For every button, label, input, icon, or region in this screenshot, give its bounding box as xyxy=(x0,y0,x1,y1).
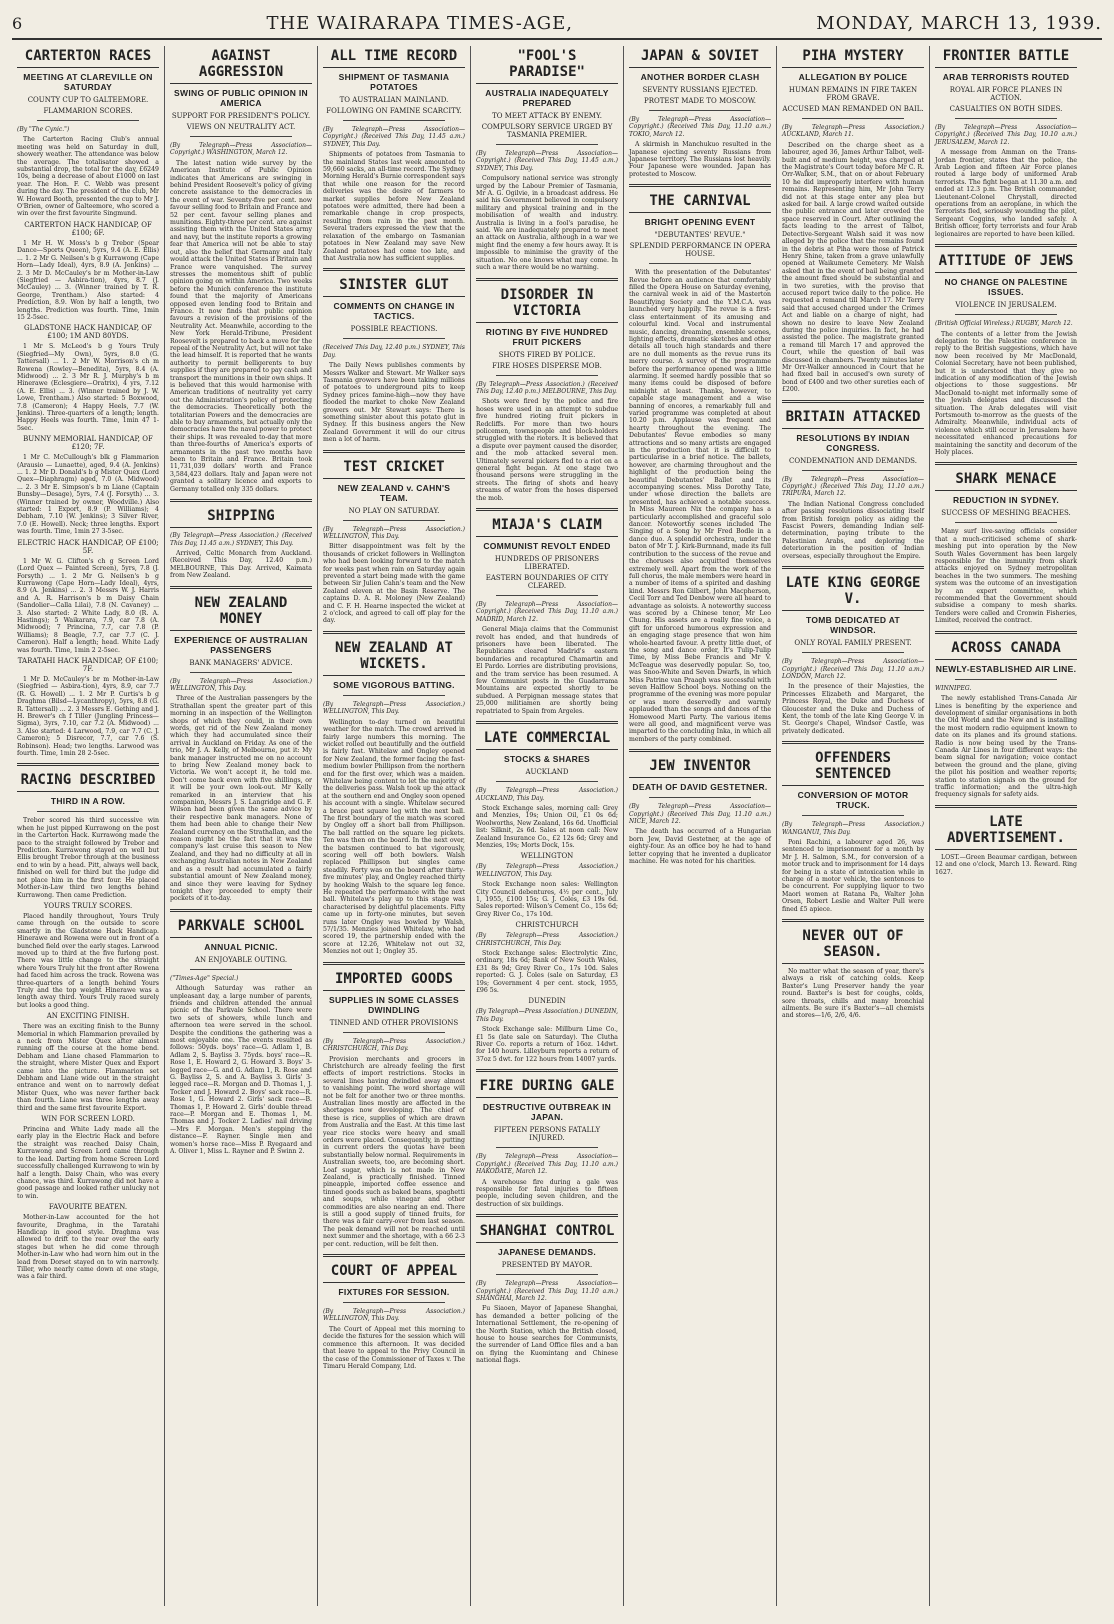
article-body: A message from Amman on the Trans-Jordan frontier, states that the police, the Arab Legion and fifteen Air Force planes routed a large body of uniformed Arab terrorists. The fight began at 11.30 a.m. and ended at 12.3 p.m. The British commander, Lieutenant-Colonel Chrystall, directed operations from an aeroplane, in which the Terrorists fled, seriously wounding the pilot, Sergeant Coggins, who landed safely. A British officer, forty terrorists and four Arab legionaires are reported to have been killed. xyxy=(935,149,1077,238)
article-credit: (By Telegraph—Press Association.) CHRISTCHURCH, This Day. xyxy=(323,1037,465,1053)
article-headline: LATE COMMERCIAL xyxy=(476,730,618,750)
article-subheading: NEWLY-ESTABLISHED AIR LINE. xyxy=(935,663,1077,674)
article-credit: (By Telegraph—Press Association.) DUNEDIN, This Day. xyxy=(476,1008,618,1023)
article-subheading: SEVENTY RUSSIANS EJECTED. xyxy=(642,86,758,94)
article-headline: THE CARNIVAL xyxy=(629,193,771,213)
article-divider xyxy=(476,721,618,724)
article-divider xyxy=(782,919,924,922)
article-divider xyxy=(782,566,924,569)
article-headline: NEVER OUT OF SEASON. xyxy=(782,928,924,964)
article-body: Wellington to-day turned on beautiful weather for the match. The crowd arrived in fairly large numbers this morning. The wicket rolled out beautifully and the outfield is fairly fast. Whitelaw and Ongley opened for New Zealand, the former facing the fast-medium bowler Phillipson from the northern end for the first over, which was a maiden. Whitelaw being content to let the majority of the deliveries pass. Walsh took up the attack at the southern end and Ongley soon opened his account with a single. Whitelaw secured a brace past square leg with the next ball. The first boundary of the match was scored by Ongley off a short ball from Phillipson. The ball rattled on the square leg pickets. Ten was then on the board. In the next over, the batsmen continued to bat vigorously, scoring well off both bowlers. Walsh replaced Phillipson but singles came steadily. Forty was on the board after thirty-five minutes' play, and Ongley reached thirty by hooking Walsh to the square leg fence. He repeated the performance with the next ball. Whitelaw's play up to this stage was characterised by delightful placements. Fifty came up in forty-one minutes, but seven runs later Ongley was bowled by Walsh, 57/1/35. Menzies joined Whitelaw, who had scored 19, the partnership ended with the score at 12.26, Whitelaw not out 32, Menzies not out 1; Ongley 35. xyxy=(323,718,465,956)
article xyxy=(170,499,312,579)
article xyxy=(782,566,924,735)
masthead xyxy=(12,8,1102,40)
article-subheading: FOLLOWING ON FAMINE SCARCITY. xyxy=(326,107,462,115)
article xyxy=(17,1115,159,1200)
article-subheading: ANNUAL PICNIC. xyxy=(204,941,278,952)
article-headline: JEW INVENTOR xyxy=(629,758,771,778)
article-subheading: PROTEST MADE TO MOSCOW. xyxy=(644,97,756,105)
article xyxy=(935,462,1077,624)
subheading-rule xyxy=(190,969,292,970)
article xyxy=(323,48,465,262)
subheading-rule xyxy=(649,263,751,264)
article-subheading: ONLY ROYAL FAMILY PRESENT. xyxy=(794,639,912,648)
article-body: Compulsory national service was strongly urged by the Labour Premier of Tasmania, Mr A. G. Ogilvie, in a broadcast address. He said his Government believed in compulsory military and physical training and in the mobilisation of wealth and industry. Australia is living in a fool's paradise, he said. We are inadequately prepared to meet an attack on Australia, although in a war we might find the enemy a few hours away. It is impossible to minimise the gravity of the situation. No one knows what may come. In such a war there would be no warning. xyxy=(476,175,618,272)
article-subheading: RESOLUTIONS BY INDIAN CONGRESS. xyxy=(796,432,910,453)
article-body: The latest nation wide survey by the American Institute of Public Opinion indicates that Americans are swinging in behind President Roosevelt's policy of giving concrete assistance to the democracies in the event of war. Seventy-five per cent. now favour selling food to Britain and France and 52 per cent. favour selling planes and munitions. Eighty-three per cent. are against assisting them with the United States army and navy, but the institute reports a growing fear that America will not be able to stay out, also the belief that Germany and Italy would attack the United States if Britain and France were vanquished. The survey stresses the momentous shift of public opinion going on within America. Two weeks before the Munich conference the institute found that the majority of Americans opposed even lending food to Britain and France. It now finds that public opinion favours a revision of the provisions of the Neutrality Act. Meanwhile, according to the New York Herald-Tribune, President Roosevelt is prepared to back a move for the repeal of the Neutrality Act, but will not take the lead himself. It is reported that he wants authority to permit belligerents to buy supplies if they are prepared to pay cash and transport the munitions in their own ships. It is believed that this would harmonise with American traditions of neutrality yet carry out the Administration's policy of protecting the democracies. Theoretically both the totalitarian Powers and the democracies are able to buy armaments, but actually only the democracies have the naval power to protect their ships. It was revealed to-day that more than three-fourths of America's exports of armaments in the past two months have been to Britain and France. Britain took 11,731,039 dollars' worth and France 3,584,423 dollars. Italy and Japan were not granted a solitary licence and exports to Germany totalled only 335 dollars. xyxy=(170,159,312,493)
article-headline: RACING DESCRIBED xyxy=(17,772,159,792)
article-credit: (By Telegraph—Press Association—Copyright.) (Received This Day, 11.45 a.m.) SYDNEY, This Day. xyxy=(323,126,465,148)
subheading-rule xyxy=(955,679,1057,680)
article-subheading: POSSIBLE REACTIONS. xyxy=(350,325,438,334)
article xyxy=(170,586,312,903)
article-subheading: BANK MANAGERS' ADVICE. xyxy=(189,658,293,667)
article-subheading: PRESENTED BY MAYOR. xyxy=(501,1261,593,1270)
article xyxy=(782,741,924,913)
article-headline: ACROSS CANADA xyxy=(935,640,1077,660)
article-headline: CARTERTON RACES xyxy=(17,48,159,68)
article xyxy=(17,902,159,1009)
article-body: Stock Exchange sales: Electrolytic Zinc, ordinary, 18s 6d; Bank of New South Wales, £31 8s 9d; Grey River Co., 17s 10d. Sales reported: G. J. Coles (sale on Saturday, £3 19s; Government 4 per cent. stock, 1955, £96 5s. xyxy=(476,950,618,995)
article-subheading: VIEWS ON NEUTRALITY ACT. xyxy=(186,123,296,131)
article-subheading: STOCKS & SHARES xyxy=(503,754,591,765)
article-body: 1 Mr H. W. Moss's b g Trebor (Spear Dance—Sports Queen), 5yrs, 9.4 (A. E. Ellis) ... 1. 2 Mr G. Neilsen's b g Kurrawong (Cape Horn—Lady Ideal), 4yrs, 8.9 (A. Jenkins) ... 2. 3 Mr D. McCauley's br m Mother-in-Law (Siegfried — Asbira-tion), 4yrs, 8.7 (J. McCauley) ... 3. (Winner trained by T. R. George, Trentham.) Also started: 4 Prediction, 8.9. Won by half a length, two lengths. Prediction was fourth. Time, 1min 15 2-5sec. xyxy=(17,239,159,321)
article xyxy=(782,919,924,1020)
article-body: In the presence of their Majesties, the Princesses Elizabeth and Margaret, the Princess Royal, the Duke and Duchess of Gloucester and the Duke and Duchess of Kent, the tomb of the late King George V. in St. George's Chapel, Windsor Castle, was privately dedicated. xyxy=(782,683,924,735)
article xyxy=(323,268,465,443)
column-7 xyxy=(929,46,1082,1606)
article-headline: PIHA MYSTERY xyxy=(782,48,924,68)
article xyxy=(935,48,1077,238)
article-subheading: FLAMMARION SCORES. xyxy=(43,107,133,115)
article-credit: (By Telegraph—Press Association.) CHRISTCHURCH, This Day. xyxy=(476,932,618,947)
article-body: The Indian National Congress concluded after passing resolutions dissociating itself from British foreign policy as aiding the Fascist Powers, demanding Indian self-determination, paying tribute to the Palestinian Arabs, and deploring the deterioration in the position of Indian overseas, especially throughout the Empire. xyxy=(782,500,924,560)
article-subheading: COUNTY CUP TO GALTEEMORE. xyxy=(27,96,149,104)
article-subheading: SHIPMENT OF TASMANIA POTATOES xyxy=(338,72,450,92)
article xyxy=(476,852,618,918)
article-body: Three of the Australian passengers by the Strathallan spent the greater part of this morning in an inspection of the Wellington shops of which they could, in their own words, get rid of the New Zealand money which they had accumulated since their arrival in Auckland on Friday. As one of the trio, Mr J. A. Kelly, of Melbourne, put it: My bank manager instructed me on no account to bring New Zealand money back to Victoria. We won't accept it, he told me. Don't come back even with five shillings, or it will be your own look-out. Mr Kelly remarked in an interview that his companion, Messrs J. S. Langridge and G. F. Wilson had been given the same advice by their respective bank managers. None of them had been able to change their New Zealand currency on the Strathallan, and the reason might be the fact that it was the company's last cruise this season to New Zealand, and they had no difficulty at all in exchanging Australian notes in New Zealand and as a result had accumulated a fairly substantial amount of New Zealand money, and since they were leaving for Sydney tonight they proceeded to empty their pockets of it to-day. xyxy=(170,695,312,903)
article-body: Described on the charge sheet as a labourer, aged 36, James Arthur Talbot, well-built and of medium height, was charged at the Magistrate's Court today before Mr C. R. Orr-Walker, S.M., that on or about February 10 he did improperly interfere with human remains. Representing him, Mr John Terry did not at this stage enter any plea but asked for bail. A large crowd waited outside the public entrance and later crowded the space reserved in Court. After outlining the facts leading to the arrest of Talbot, Detective-Sergeant Walsh said it was now alleged by the police that the remains found in the debris at Piha were those of Patrick Henry Shine, taken from a grave unlawfully opened at Waikumete Cemetery. Mr Walsh asked that in the event of bail being granted the amount fixed should be substantial and in two sureties, with the proviso that accused report twice daily to the police. He requested a remand till March 17. Mr Terry said that accused charged under the Crimes Act and liable on a charge of night, had shown no desire to leave New Zealand during the police inquiries. In fact, he had assisted the police. The magistrate granted a remand till March 17 and approved the Court, while the question of bail was discussed in chambers. Twenty minutes later Mr Orr-Walker announced in Court that he had fixed bail in accused's own surety of bond of £400 and two other sureties each of £200. xyxy=(782,141,924,394)
article-body: The Carterton Racing Club's annual meeting was held on Saturday in dull, showery weather. The attendance was below the average. The totalisator showed a substantial drop, the total for the day, £6249 10s, being a decrease of about £1000 on last year. The Hon. F. C. Webb was present during the day. The president of the club, Mr W. Howard Booth, presented the cup to Mr J. O'Brien, owner of Galteemore, who scored a win over the first favourite Singmund. xyxy=(17,136,159,218)
article-credit: (By Telegraph—Press Association.) WELLINGTON, This Day. xyxy=(323,1308,465,1323)
article-body: Shots were fired by the police and fire hoses were used in an attempt to subdue five hundred rioting fruit pickers in Redcliffs. For more than two hours policemen, townspeople and block-holders struggled with the rioters. It is believed that a dispute over payment caused the disorder, and the mob attacked several men. Ultimately several pickers fled to a riot on a general fight began. At one stage two thousand persons were struggling in the streets. The firing of shots and heavy streams of water from the hoses dispersed the mob. xyxy=(476,398,618,502)
article-subheading: VIOLENCE IN JERUSALEM. xyxy=(955,301,1057,310)
article-columns xyxy=(12,46,1102,1606)
article-divider xyxy=(782,400,924,403)
article-subheading: NEW ZEALAND v. CAHN'S TEAM. xyxy=(337,482,451,503)
article-body: With the presentation of the Debutantes' Revue before an audience that comfortably filled the Opera House on Saturday evening, the carnival week in aid of the Masterton Beautifying Society and the Y.M.C.A. was launched very happily. The revue is a first-class entertainment of its amusing and colourful kind. Vocal and instrumental music, dancing, dreaming, ensemble scenes, lighting effects, dramatic sketches and other details all touch high standards and there are no dull moments as the revue runs its merry course. A survey of the programme before the performance opened was a little alarming. It seemed hardly possible that so many items could be disposed of before midnight at least. Thanks, however, to capable stage management and a wise banning of encores, a remarkably full and varied programme was completed at about 10.20 p.m. Applause was frequent and hearty throughout the evening. The Debutantes' Revue embodies so many attractions and so many artists are engaged in the production that it is difficult to particularise in a brief notice. The ballets, however, are charming throughout and the highlight of the production being the beautiful Debutantes' Ballet and its accompanying scenes. Miss Dorothy Tate, under whose direction the ballets are presented, has achieved a notable success. In Miss Maureen Nix the company has a particularly accomplished and graceful solo dancer. Noteworthy scenes included The Singing of a Song by Mr Fred Bodle in a dance duo. A splendid orchestra, under the baton of Mr T. J. Kirk-Burnnand, made its full contribution to the success of the revue and the choruses also acquitted themselves extremely well. Apart from the work of the full chorus, the male members were heard in a number of items of a spirited and dashing kind. Messrs Ron Gilbert, John Macpherson, Cecil Torr and Ted Denbow were all heard to advantage as soloists. A noteworthy success was scored by a Chinese tenor, Mr Leo Chung. His assets are a really fine voice, a gift for unforced humorous expression and an engaging stage presence that won him whole-hearted favour. A pretty little duet, of the song and dance order, It's Tulip-Tulip Time, by Miss Bebe Francis and Mr V. McTeague was deservedly popular. So, too, was Snoo-White and Seven Dwarfs, in which Miss Patrine van Praagh was successful with seven Halflow School boys. Nothing on the programme of the evening was more popular or was more deservedly and warmly applauded than the songs and dances of the Homewood Marti Party. The various items were all good, and magnificent verve was imparted to the concluding Inka, in which all members of the party combined. xyxy=(629,269,771,743)
article-body: 1 Mr C. McCullough's blk g Flammarion (Arausio — Lunaette), aged, 9.4 (A. Jenkins) ... 1. 2 Mr D. Donald's b g Mister Quex (Lord Quex—Diaphragm) aged, 7.0 (A. Midwood) ... 2. 3 Mr E. Simpson's b m Liane (Captain Bunsby—Desage), 5yrs, 7.4 (J. Forsyth) ... 3. (Winner trained by owner, Woodville.) Also started: 1 Export, 8.9 (P. Williams); 4 Debham, 7.10 (W. Jenkins); 3 Silver River, 7.0 (E. Howell). Neck; three lengths. Export was fourth. Time, 1min 27 3-5sec. xyxy=(17,454,159,536)
column-4 xyxy=(470,46,623,1606)
article-body: The contents of a letter from the Jewish delegation to the Palestine conference in reply to the British suggestions, which have now been received by Mr MacDonald, Colonial Secretary, have not been published, but it is understood that they give no indication of any modification of the Jewish objections to those suggestions. Mr MacDonald to-night met informally some of the Jewish delegates and discussed the situation. The Arab delegates will visit Portsmouth to-morrow as the guests of the Admiralty. Meanwhile, individual acts of violence which still occur in Jerusalem have necessitated enhanced precautions for maintaining the sanctity and decorum of the Holy places. xyxy=(935,330,1077,456)
article-subheading: SHOTS FIRED BY POLICE. xyxy=(498,350,596,359)
article-headline: ALL TIME RECORD xyxy=(323,48,465,68)
article-body: Trebor scored his third successive win when he just pipped Kurrawong on the post in the Carterton Hack. Kurrawong made the pace to the straight followed by Trebor and Prediction. Kurrawong stayed on well but Ellis brought Trebor through at the business end to win by a head. Pitt, always well back, finished on well for third but the judge did not place him in the first four. He placed Mother-in-Law third two lengths behind Kurrawong. Then came Prediction. xyxy=(17,817,159,899)
article-subheading: TINNED AND OTHER PROVISIONS xyxy=(329,1018,459,1027)
article-divider xyxy=(935,244,1077,247)
article-subheading: GLADSTONE HACK HANDICAP, OF £100; 1M AND 80YDS. xyxy=(24,324,152,341)
article-subheading: DUNEDIN xyxy=(528,997,566,1006)
article-body: The death has occurred of a Hungarian born Jew, David Gestetner, at the age of eighty-four. As an office boy he had to hand letter copying that he invented a duplicator machine. He was noted for his charities. xyxy=(629,828,771,866)
article xyxy=(170,909,312,1156)
article-subheading: NO PLAY ON SATURDAY. xyxy=(348,506,440,515)
article-credit: (By Telegraph—Press Association—Copyright.) WASHINGTON, March 12. xyxy=(170,142,312,157)
article-subheading: CONDEMNATION AND DEMANDS. xyxy=(789,456,917,465)
article-credit: ("Times-Age" Special.) xyxy=(170,974,239,982)
article-divider xyxy=(935,805,1077,808)
article-subheading: ALLEGATION BY POLICE xyxy=(798,72,908,82)
article-credit: (By Telegraph—Press Association.) WANGANUI, This Day. xyxy=(782,821,924,836)
subheading-rule xyxy=(190,136,292,137)
article-divider xyxy=(323,450,465,453)
article-divider xyxy=(476,508,618,511)
article-headline: ATTITUDE OF JEWS xyxy=(935,253,1077,273)
article-headline: SINISTER GLUT xyxy=(323,277,465,297)
article-body: General Miaja claims that the Communist revolt has ended, and that hundreds of prisoners have been liberated. The Republicans cleared Madrid's eastern boundaries and recaptured Chamartin and El Pardo. Lorries are distributing provisions, and the tram service has been resumed. A few Communist posts in the Guadarrama Mountains are expected shortly to be subdued. A Perpignan message states that 25,000 militiamen are shortly being repatriated to Spain from Argeles. xyxy=(476,626,618,715)
article-headline: PARKVALE SCHOOL xyxy=(170,918,312,938)
subheading-rule xyxy=(802,652,904,653)
article-headline: TEST CRICKET xyxy=(323,459,465,479)
article-credit: (By Telegraph—Press Association—Copyright.) (Received This Day, 11.10 a.m.) NICE, March 12. xyxy=(629,803,771,826)
article-subheading: SWING OF PUBLIC OPINION IN AMERICA xyxy=(174,88,308,108)
article-body: Poni Rachini, a labourer aged 26, was sentenced to imprisonment for a month by Mr J. H. Salmon, S.M., for conversion of a motor truck and to imprisonment for 14 days for being in a state of intoxication while in charge of a motor vehicle, the sentences to be concurrent. For supplying liquor to two Maori women at Ratana Pa, Walter John Orsen, Robert Leslie and Walter Pull were fined £5 apiece. xyxy=(782,838,924,913)
article xyxy=(17,435,159,535)
article-headline: COURT OF APPEAL xyxy=(323,1263,465,1283)
article xyxy=(476,721,618,849)
article-headline: DISORDER IN VICTORIA xyxy=(476,287,618,323)
article-body: Stock Exchange sale: Millburn Lime Co., £1 5s (late sale on Saturday). The Clutha River Co. reports a return of 16oz. 14dwt. for 140 hours. Lilleyburn reports a return of 37oz 5 dwt. for 122 hours from 14007 yards. xyxy=(476,1026,618,1063)
subheading-rule xyxy=(37,120,139,121)
article-subheading: "DEBUTANTES' REVUE." xyxy=(654,231,746,240)
article-subheading: THIRD IN A ROW. xyxy=(50,796,126,807)
article-subheading: ARAB TERRORISTS ROUTED xyxy=(942,72,1070,82)
article-body: Placed handily throughout, Yours Truly came through on the outside to score smartly in the Gladstone Hack Handicap. Hinerawe and Rowena were out in front of a bunched field over the early stages. Larwood moved up to third at the five furlong post. There was little change to the straight where Yours Truly hit the front after Rowena had faced him across the track. Rowena was three-quarters of a length behind Yours Truly and the top weight Hinerawe was a length away third. Yours Truly raced surely but looks a good thing. xyxy=(17,912,159,1009)
article xyxy=(17,1203,159,1281)
article-body: Mother-in-Law accounted for the hot favourite, Draghma, in the Taratahi Handicap in good style. Draghma was allowed to drift to the rear over the early stages but when he did come through Mother-in-Law who had worn him out in the lead from Dorset stayed on to win narrowly. Tiller, who nearly came down at one stage, was a fair third. xyxy=(17,1214,159,1281)
article-divider xyxy=(476,278,618,281)
article-body: The newly established Trans-Canada Air Lines is benefiting by the experience and development of similar organisations in both the Old World and the New and is installing the most modern radio equipment known to date on its planes and its ground stations. Radio is now being used by the Trans-Canada Air Lines in four different ways: the beam signal for navigation; voice contact between the ground and the plane, giving the pilot his position and weather reports; station to station signals on the ground for traffic information; and the ultra-high frequency signals for safety aids. xyxy=(935,695,1077,799)
article-subheading: TOMB DEDICATED AT WINDSOR. xyxy=(805,615,901,636)
article-subheading: TO AUSTRALIAN MAINLAND. xyxy=(339,96,449,104)
article-credit: (By Telegraph—Press Association—Copyright.) (Received This Day, 10.10 a.m.) JERUSALEM, March 12. xyxy=(935,124,1077,146)
subheading-rule xyxy=(343,695,445,696)
newspaper-page xyxy=(12,8,1102,1608)
subheading-rule xyxy=(649,110,751,111)
article-headline: IMPORTED GOODS xyxy=(323,971,465,991)
article-subheading: FAVOURITE BEATEN. xyxy=(48,1203,128,1212)
article-subheading: BRIGHT OPENING EVENT xyxy=(644,217,756,228)
article-subheading: NO CHANGE ON PALESTINE ISSUES. xyxy=(944,277,1068,298)
article xyxy=(476,508,618,715)
article-credit: (By Telegraph—Press Association.) (Received This Day, 12.40 p.m.) MELBOURNE, This Day. xyxy=(476,380,618,395)
article xyxy=(476,278,618,503)
article-credit: (By Telegraph—Press Association—Copyright.) (Received This Day, 11.10 a.m.) TRIPURA, March 12. xyxy=(782,475,924,498)
article xyxy=(323,962,465,1248)
article-subheading: ACCUSED MAN REMANDED ON BAIL. xyxy=(782,105,924,113)
article-body: Although Saturday was rather an unpleasant day, a large number of parents, friends and children attended the annual picnic of the Parkvale School. There were two sets of showers, while lunch and afternoon tea were served in the school. Despite the conditions the gathering was a most enjoyable one. The events resulted as follows: 50yds. boys' race—G. Adlam 1, B. Adlam 2, S. Bayliss 3. 75yds. boys' race—R. Rose 1, E. Howard 2, G. Howard 3. Boys' 3-legged race—G. and G. Adlam 1, R. Rose and G. Bayliss 2, S. and A. Bayliss 3. Girls' 3-legged race—R. Morgan and D. Thomas 1, J. Tocker and J. Howard 2. Boys' sack race—R. Rose 1, G. Howard 2. Girls' sack race—B. Thomas 1, P. Howard 2. Girls' double thread race—P. Morgan and E. Thomas 1, M. Thomas and J. Tocker 2. Ladies' nail driving—Mrs F. Morgan. Men's stepping the distance—F. Rayner. Single men and women's horse race—Miss P. Ryegaard and A. Oliver 1, Miss L. Rayner and P. Swinn 2. xyxy=(170,985,312,1156)
subheading-rule xyxy=(955,522,1057,523)
article-divider xyxy=(17,763,159,766)
article xyxy=(476,1214,618,1364)
article-credit: (By Telegraph—Press Association.) WELLINGTON, This Day. xyxy=(323,700,465,716)
article-body: Provision merchants and grocers in Christchurch are already feeling the first effects of import restrictions. Stocks in several lines having dwindled away almost to vanishing point. The word shortage will not be felt for another two or three months. Australian lines mostly are affected in the shortages now developing. The chief of these is rice, supplies of which are drawn from Australia and the East. At this time last year rice stocks were heavy and small orders were placed. Consequently, in putting in current orders the quotas have been substantially below normal. Requirements in Australian sweets, too, are becoming short. Loaf sugar, which is not made in New Zealand, is practically finished. Tinned pineapple, imported coffee essence and tinned goods such as baked beans, spaghetti and soups, while vinegar and other commodities are also nearing an end. There is still a good supply of tinned fruits, for there was a fair carry-over from last season. The peak demand will not be reached until next summer and the shortage, with a 66 2-3 per cent. reduction, will be felt then. xyxy=(323,1055,465,1248)
article-subheading: EASTERN BOUNDARIES OF CITY CLEARED. xyxy=(485,574,609,590)
article-subheading: AUCKLAND xyxy=(525,768,569,777)
article-body: 1 Mr W. G. Clifton's ch g Screen Lord (Lord Quex — Painted Screen), 5yrs, 7.8 (J. Forsyth) ... 1. 2 Mr G. Neilsen's b g Kurrawong (Cape Horn—Lady Ideal), 4yrs, 8.9 (A. Jenkins) ... 2. 3 Messrs W. J. Harris and A. R. Harrison's b m Daisy Chain (Sandolier—Calla Lilai), 7.8 (N. Cavaney) ... 3. Also started: 2 White Lady, 8.0 (R. A. Hastings); 5 Waikarara, 7.9, car 7.8 (A. Midwood); 7 Princina, 7.7, car 7.8 (P. Williams); 8 Beagle, 7.7, car 7.7 (C. J. Cameron). Half a length; head. White Lady was fourth. Time, 1min 2 2-5sec. xyxy=(17,557,159,654)
article-body: A skirmish in Manchukuo resulted in the Japanese ejecting seventy Russians from Japanese territory. The Russians lost heavily. Four Japanese were wounded. Japan has protested to Moscow. xyxy=(629,141,771,178)
article-credit: (By Telegraph—Press Association—Copyright.) (Received This Day, 11.10 a.m.) HAKODATE, March 12. xyxy=(476,1153,618,1176)
article-divider xyxy=(935,631,1077,634)
article-subheading: COMMENTS ON CHANGE IN TACTICS. xyxy=(333,301,455,322)
article-body: Shipments of potatoes from Tasmania to the mainland States last week amounted to 59,660 sacks, an all-time record. The Sydney Morning Herald's Burnie correspondent says that while one reason for the record deliveries was the desire of farmers to market supplies before New Zealand potatoes were admitted, there had been a remarkable change in crop prospects, resulting from rain in the past month. Several traders expressed the view that the relaxation of the embargo on Tasmanian potatoes in New Zealand may save New Zealand potatoes had come too late, and that Australia now has sufficient supplies. xyxy=(323,151,465,262)
article-body: Many surf live-saving officials consider that a much-criticised scheme of shark-meshing put into operation by the New South Wales Government has been largely responsible for the immunity from shark attacks enjoyed on Sydney metropolitan beaches in the two summers. The meshing system was the outcome of an investigation by an expert committee, which recommended that the Government should subsidise a company to mesh sharks. Tenders were called and Cronwin Fisheries, Limited, received the contract. xyxy=(935,528,1077,625)
subheading-rule xyxy=(649,797,751,798)
page-number: 6 xyxy=(12,13,24,33)
subheading-rule xyxy=(343,1032,445,1033)
subheading-rule xyxy=(496,375,598,376)
article-subheading: CHRISTCHURCH xyxy=(515,921,579,930)
article-subheading: COMPULSORY SERVICE URGED BY TASMANIA PREMIER. xyxy=(481,123,613,139)
article xyxy=(476,921,618,994)
article-headline: AGAINST AGGRESSION xyxy=(170,48,312,84)
article-headline: NEW ZEALAND MONEY xyxy=(170,595,312,631)
article-body: There was an exciting finish to the Bunny Memorial in which Flammarion prevailed by a neck from Mister Quex after almost running off the course at the home bend. Debham and Liane chased Flammarion to the straight, where Mister Quex and Export came into the picture. Flammarion set Debham and Liane wide out in the straight entrance and went on to narrowly defeat Mister Quex, who was never farther back than fourth. Liane was three lengths away third and the same first favourite Export. xyxy=(17,1023,159,1112)
subheading-rule xyxy=(496,1147,598,1148)
subheading-rule xyxy=(496,1274,598,1275)
article-subheading: SUCCESS OF MESHING BEACHES. xyxy=(941,509,1071,518)
article-subheading: RIOTING BY FIVE HUNDRED FRUIT PICKERS xyxy=(485,326,609,347)
article-subheading: JAPANESE DEMANDS. xyxy=(498,1247,596,1258)
article-subheading: EXPERIENCE OF AUSTRALIAN PASSENGERS xyxy=(174,634,308,655)
article-subheading: WIN FOR SCREEN LORD. xyxy=(41,1115,135,1124)
article xyxy=(935,631,1077,799)
article xyxy=(629,48,771,178)
article-subheading: DEATH OF DAVID GESTETNER. xyxy=(632,782,768,793)
article-subheading: AN ENJOYABLE OUTING. xyxy=(194,955,288,964)
article-headline: JAPAN & SOVIET xyxy=(629,48,771,68)
column-5 xyxy=(623,46,776,1606)
subheading-rule xyxy=(343,120,445,121)
article-credit: (By Telegraph—Press Association.) (Received This Day, 11.45 a.m.) SYDNEY, This Day. xyxy=(170,532,312,547)
subheading-rule xyxy=(343,520,445,521)
subheading-rule xyxy=(37,811,139,812)
article-divider xyxy=(935,462,1077,465)
article-subheading: CASUALTIES ON BOTH SIDES. xyxy=(949,105,1063,113)
article-subheading: REDUCTION IN SYDNEY. xyxy=(952,495,1060,506)
article-subheading: FIRE HOSES DISPERSE MOB. xyxy=(492,361,602,370)
article-body: Princina and White Lady made all the early play in the Electric Hack and before the straight was reached Daisy Chain, Kurrawong and Screen Lord came through to the lead. Darting from home Screen Lord successfully challenged Kurrawong to win by half a length. Daisy Chain, who was every chance, was third. Kurrawong did not have a good passage and looked rather unlucky not to win. xyxy=(17,1126,159,1200)
article-body: Bitter disappointment was felt by the thousands of cricket followers in Wellington who had been looking forward to the match for weeks past when rain on Saturday again prevented a start being made with the game between Sir Julien Cahn's team and the New Zealand eleven at the Basin Reserve. The captains D. A. R. Moloney (New Zealand) and C. F. H. Hearne inspected the wicket at 2 o'clock, and agreed to call off play for the day. xyxy=(323,543,465,625)
article-credit: (By Telegraph—Press Association.) AUCKLAND, March 11. xyxy=(782,124,924,139)
article-subheading: ELECTRIC HACK HANDICAP, OF £100; 5F. xyxy=(17,538,159,555)
article xyxy=(17,1012,159,1112)
article xyxy=(170,48,312,493)
article-subheading: COMMUNIST REVOLT ENDED xyxy=(483,541,611,551)
article-credit: (Received This Day, 12.40 p.m.) SYDNEY, This Day. xyxy=(323,344,465,359)
article-body: Fu Siaoen, Mayor of Japanese Shanghai, has demanded a better policing of the International Settlement, the re-opening of the North Station, which the British closed, house to house searches for Communists, the surrender of Land Office files and a ban on flying the Kuomintang and Chinese national flags. xyxy=(476,1305,618,1365)
subheading-rule xyxy=(955,118,1057,119)
article-credit: (By Telegraph—Press Association—Copyright.) (Received This Day, 11.10 a.m.) MADRID, March 12. xyxy=(476,601,618,623)
article xyxy=(17,539,159,654)
article xyxy=(17,763,159,898)
article-divider xyxy=(323,962,465,965)
article-credit: (British Official Wireless.) RUGBY, March 12. xyxy=(935,320,1073,328)
article-subheading: SPLENDID PERFORMANCE IN OPERA HOUSE. xyxy=(629,242,771,259)
article-subheading: SOME VIGOROUS BATTING. xyxy=(333,679,455,690)
article-subheading: SUPPLIES IN SOME CLASSES DWINDLING xyxy=(328,994,459,1015)
article-subheading: FIXTURES FOR SESSION. xyxy=(338,1287,450,1298)
article-subheading: ANOTHER BORDER CLASH xyxy=(640,72,760,82)
article-divider xyxy=(782,741,924,744)
article-subheading: ROYAL AIR FORCE PLANES IN ACTION. xyxy=(949,86,1063,102)
article-subheading: CARTERTON HACK HANDICAP, OF £100; 6F. xyxy=(24,220,152,237)
article-body: No matter what the season of year, there's always a risk of catching colds. Keep Baxter's Lung Preserver handy the year round. Baxter's is best for coughs, colds, sore throats, chills and many bronchial ailments. Be sure it's Baxter's—all chemists and stores—1/6, 2/6, 4/6. xyxy=(782,968,924,1020)
article-headline: NEW ZEALAND AT WICKETS. xyxy=(323,640,465,676)
subheading-rule xyxy=(802,118,904,119)
article-body: Arrived, Celtic Monarch from Auckland. (Received This Day, 12.40 p.m.) MELBOURNE, This Day. Arrived, Kaimata from New Zealand. xyxy=(170,549,312,580)
article-headline: OFFENDERS SENTENCED xyxy=(782,750,924,786)
article xyxy=(935,805,1077,876)
article-subheading: BUNNY MEMORIAL HANDICAP, OF £120; 7F. xyxy=(23,435,153,452)
article-divider xyxy=(476,1214,618,1217)
article-subheading: TARATAHI HACK HANDICAP, OF £100; 7F. xyxy=(17,656,159,673)
article-divider xyxy=(323,1254,465,1257)
article-divider xyxy=(323,631,465,634)
subheading-rule xyxy=(343,338,445,339)
article-divider xyxy=(170,586,312,589)
article-body: Stock Exchange sales, morning call: Grey and Menzies, 19s; Union Oil, £1 0s 6d; Woolworths, New Zealand, 16s 6d. Unofficial list: Silknit, 2s 6d. Sales at noon call: New Zealand Insurance Co., £2 12s 6d; Grey and Menzies, 19s; Morts Dock, 15s. xyxy=(476,804,618,849)
article-body: A warehouse fire during a gale was responsible for fatal injuries to fifteen people, including seven children, and the destruction of six buildings. xyxy=(476,1178,618,1208)
article-headline: FRONTIER BATTLE xyxy=(935,48,1077,68)
article-subheading: SUPPORT FOR PRESIDENT'S POLICY. xyxy=(171,112,311,120)
article-credit: (By Telegraph—Press Association—Copyright.) (Received This Day, 11.10 a.m.) TOKIO, March 12. xyxy=(629,116,771,138)
article xyxy=(17,324,159,432)
subheading-rule xyxy=(955,314,1057,315)
article xyxy=(629,749,771,865)
issue-date: MONDAY, MARCH 13, 1939. xyxy=(816,12,1102,34)
article xyxy=(476,997,618,1063)
article-subheading: HUNDREDS OF PRISONERS LIBERATED. xyxy=(494,555,600,571)
article-credit: (By Telegraph—Press Association—Copyright.) (Received This Day, 11.10 a.m.) SHANGHAI, March 12. xyxy=(476,1280,618,1302)
article-divider xyxy=(476,1069,618,1072)
article-credit: (By Telegraph—Press Association.) AUCKLAND, This Day. xyxy=(476,787,618,802)
column-2 xyxy=(164,46,317,1606)
article xyxy=(782,400,924,560)
article-body: The Court of Appeal met this morning to decide the fixtures for the session which will commence this afternoon. It was decided that leave to appeal to the Privy Council in the case of the Commissioner of Taxes v. The Timaru Herald Company, Ltd. xyxy=(323,1325,465,1370)
article xyxy=(629,184,771,743)
article-credit: (By Telegraph—Press Association—Copyright.) (Received This Day, 11.10 a.m.) LONDON, March 12. xyxy=(782,658,924,680)
subheading-rule xyxy=(496,595,598,596)
article-body: 1 Mr S. McLeod's b g Yours Truly (Siegfried—My Own), 5yrs, 8.0 (G. Tattersall) ... 1. 2 Mr W. Morrison's ch m Rowena (Rowley—Benedita), 5yrs, 8.4 (A. Midwood) ... 2. 3 Mr R. J. Murphy's b m Hinerawe (Eclesgiere—Oratrix), 4 yrs, 7.12 (A. E. Ellis) ... 3. (Winner trained by J. W. Lowe, Trentham.) Also started: 5 Boxwood, 7.8 (Cameron); 4 Happy Heels, 7.7 (W. Jenkins). Three-quarters of a length; length. Happy Heels was fourth. Time, 1min 47 1-5sec. xyxy=(17,343,159,432)
article-body: 1 Mr D. McCauley's br m Mother-in-Law (Siegfried — Asbira-tion), 4yrs, 8.9, car 7.7 (R. G. Howell) ... 1. 2 Mr P. Curtis's b g Draghma (Bilsd—Lycanthropy), 5yrs, 8.8 (G. R. Tattersall) ... 2. 3 Messrs E. Gething and J. H. Brewer's ch f Tiller (Jungling Princess—Sigma), 3yrs, 7.10, car 7.2 (A. Midwood) ... 3. Also started: 4 Larwood, 7.9, car 7.7 (C. J. Cameron); 5 Disrecor, 7.7, car 7.6 (S. Robinson). Head; two lengths. Larwood was fourth. Time, 1min 28 2-5sec. xyxy=(17,675,159,758)
article-subheading: AUSTRALIA INADEQUATELY PREPARED xyxy=(485,88,609,108)
article-subheading: CONVERSION OF MOTOR TRUCK. xyxy=(797,790,909,811)
article-headline: SHARK MENACE xyxy=(935,471,1077,491)
article-headline: MIAJA'S CLAIM xyxy=(476,517,618,537)
article-divider xyxy=(170,499,312,502)
column-3 xyxy=(317,46,470,1606)
column-1 xyxy=(12,46,164,1606)
article xyxy=(935,244,1077,456)
article-divider xyxy=(323,268,465,271)
article xyxy=(782,48,924,394)
article-headline: BRITAIN ATTACKED xyxy=(782,409,924,429)
article-headline: "FOOL'S PARADISE" xyxy=(476,48,618,84)
article-subheading: AN EXCITING FINISH. xyxy=(46,1012,130,1021)
article-divider xyxy=(629,184,771,187)
article-subheading: YOURS TRULY SCORES. xyxy=(43,901,133,910)
article-credit: WINNIPEG. xyxy=(935,684,972,692)
article xyxy=(323,1254,465,1370)
subheading-rule xyxy=(802,815,904,816)
article-headline: LATE KING GEORGE V. xyxy=(782,575,924,611)
article-subheading: FIFTEEN PERSONS FATALLY INJURED. xyxy=(493,1126,601,1143)
article-subheading: HUMAN REMAINS IN FIRE TAKEN FROM GRAVE. xyxy=(788,86,918,102)
article xyxy=(476,48,618,272)
article-headline: LATE ADVERTISEMENT. xyxy=(935,814,1077,850)
article-credit: (By "The Cynic.") xyxy=(17,126,70,133)
article-headline: FIRE DURING GALE xyxy=(476,1078,618,1098)
subheading-rule xyxy=(496,144,598,145)
article-headline: SHANGHAI CONTROL xyxy=(476,1223,618,1243)
article-divider xyxy=(629,749,771,752)
article-credit: (By Telegraph—Press Association.) WELLINGTON, This Day. xyxy=(170,677,312,692)
newspaper-title: THE WAIRARAPA TIMES-AGE, xyxy=(266,12,574,34)
article xyxy=(17,48,159,218)
article xyxy=(476,1069,618,1208)
article-body: Stock Exchange noon sales: Wellington City Council debentures, 4½ per cent., July 1, 1955, £100 15s; G. J. Coles, £3 19s 6d. Sales reported: Wilson's Cement Co., 15s 6d; Grey River Co., 17s 10d. xyxy=(476,881,618,918)
subheading-rule xyxy=(802,470,904,471)
article-divider xyxy=(170,909,312,912)
article-subheading: DESTRUCTIVE OUTBREAK IN JAPAN. xyxy=(482,1102,612,1123)
article-credit: (By Telegraph—Press Association.) WELLINGTON, This Day. xyxy=(323,525,465,540)
article-credit: (By Telegraph—Press Association.) WELLINGTON, This Day. xyxy=(476,863,618,878)
article-subheading: WELLINGTON xyxy=(520,852,574,861)
subheading-rule xyxy=(496,781,598,782)
article-subheading: TO MEET ATTACK BY ENEMY. xyxy=(492,112,602,120)
subheading-rule xyxy=(343,1302,445,1303)
article-headline: SHIPPING xyxy=(170,508,312,528)
article-body: LOST.—Green Beaumar cardigan, between 12 and one o'clock, March 13. Reward. Ring 1627. xyxy=(935,853,1077,876)
article xyxy=(17,221,159,321)
article-body: The Daily News publishes comments by Messrs Walker and Stewart. Mr Walker says Tasmania growers have been taking millions of potatoes to underground pits to keep Sydney prices famine-high—now they have flooded the market to choke New Zealand growers out. Mr Stewart says: There is something sinister about this potato glut in Sydney. If this business angers the New Zealand Government it will do our citrus men a lot of harm. xyxy=(323,362,465,444)
article xyxy=(323,450,465,625)
column-6 xyxy=(776,46,929,1606)
article xyxy=(17,657,159,757)
subheading-rule xyxy=(190,672,292,673)
article-credit: (By Telegraph—Press Association—Copyright.) (Received This Day, 11.45 a.m.) SYDNEY, This Day. xyxy=(476,150,618,172)
article-subheading: MEETING AT CLAREVILLE ON SATURDAY xyxy=(23,72,153,92)
article xyxy=(323,631,465,956)
